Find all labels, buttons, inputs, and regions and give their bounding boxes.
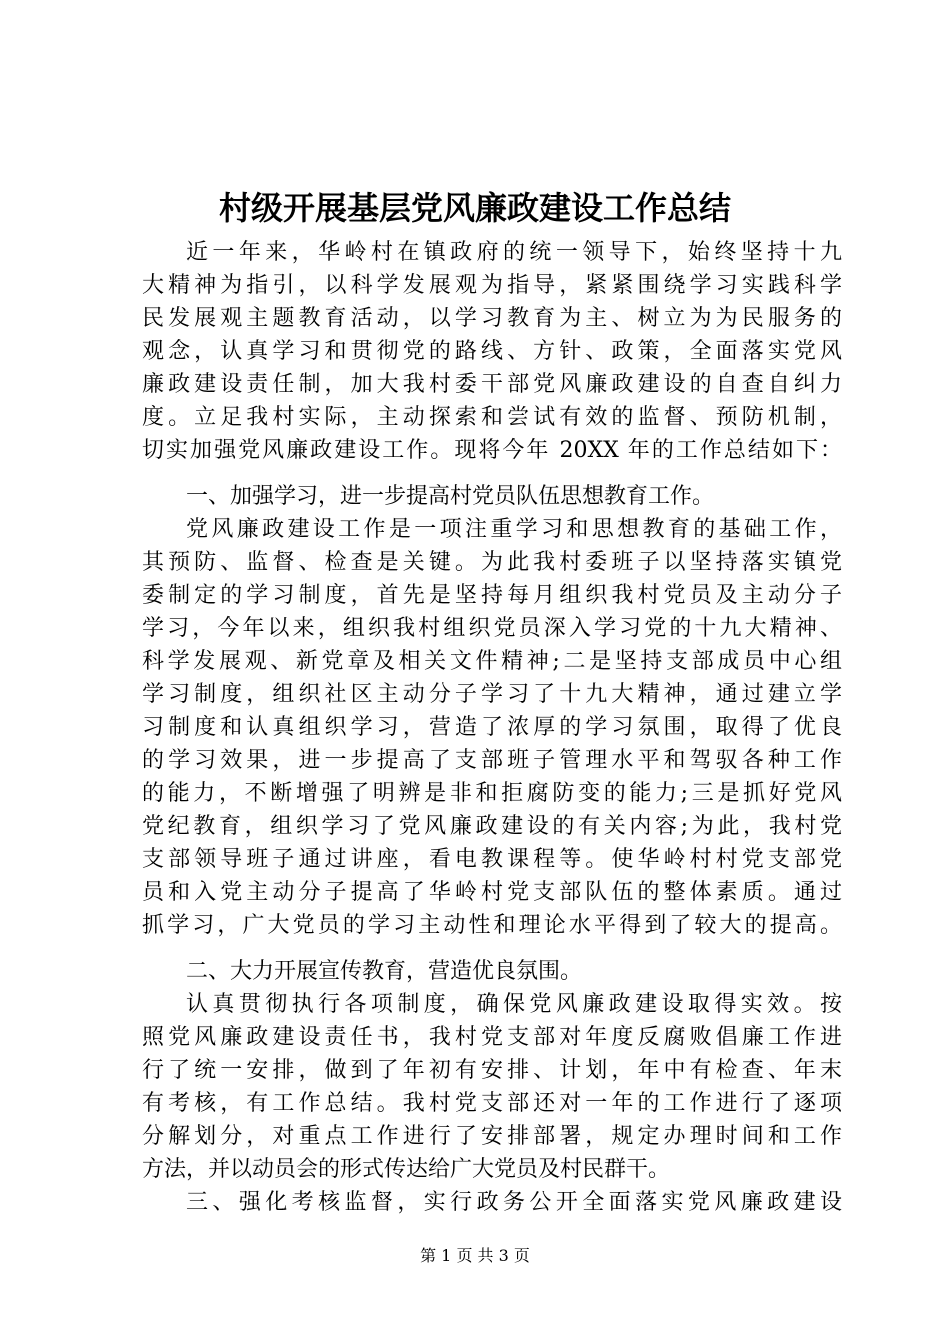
- paragraph-line: 方法，并以动员会的形式传达给广大党员及村民群干。: [142, 1157, 671, 1182]
- paragraph-line: 学习制度，组织社区主动分子学习了十九大精神，通过建立学: [142, 682, 842, 707]
- paragraph-line: 有考核，有工作总结。我村党支部还对一年的工作进行了逐项: [142, 1091, 842, 1116]
- paragraph-line: 切实加强党风廉政建设工作。现将今年 20XX 年的工作总结如下：: [142, 438, 842, 463]
- paragraph-line: 委制定的学习制度，首先是坚持每月组织我村党员及主动分子: [142, 583, 842, 608]
- paragraph-line: 其预防、监督、检查是关键。为此我村委班子以坚持落实镇党: [142, 550, 842, 575]
- paragraph-line: 支部领导班子通过讲座，看电教课程等。使华岭村村党支部党: [142, 847, 842, 872]
- paragraph-line: 观念，认真学习和贯彻党的路线、方针、政策，全面落实党风: [142, 339, 842, 364]
- paragraph-line: 度。立足我村实际，主动探索和尝试有效的监督、预防机制，: [142, 405, 842, 430]
- paragraph-line: 员和入党主动分子提高了华岭村党支部队伍的整体素质。通过: [142, 880, 842, 905]
- paragraph-line: 照党风廉政建设责任书，我村党支部对年度反腐败倡廉工作进: [142, 1025, 842, 1050]
- section-heading: 三、强化考核监督，实行政务公开全面落实党风廉政建设: [186, 1190, 842, 1215]
- paragraph-line: 行了统一安排，做到了年初有安排、计划，年中有检查、年末: [142, 1058, 842, 1083]
- section-heading: 一、加强学习，进一步提高村党员队伍思想教育工作。: [186, 484, 715, 509]
- document-title: 村级开展基层党风廉政建设工作总结: [218, 189, 731, 227]
- paragraph-line: 认真贯彻执行各项制度，确保党风廉政建设取得实效。按: [186, 992, 842, 1017]
- paragraph-line: 分解划分，对重点工作进行了安排部署，规定办理时间和工作: [142, 1124, 842, 1149]
- paragraph-line: 党风廉政建设工作是一项注重学习和思想教育的基础工作，: [186, 517, 842, 542]
- paragraph-line: 的能力，不断增强了明辨是非和拒腐防变的能力;三是抓好党风: [142, 781, 842, 806]
- paragraph-line: 近一年来，华岭村在镇政府的统一领导下，始终坚持十九: [186, 240, 842, 265]
- paragraph-line: 民发展观主题教育活动，以学习教育为主、树立为为民服务的: [142, 306, 842, 331]
- paragraph-line: 科学发展观、新党章及相关文件精神;二是坚持支部成员中心组: [142, 649, 842, 674]
- paragraph-line: 习制度和认真组织学习，营造了浓厚的学习氛围，取得了优良: [142, 715, 842, 740]
- page-number: 第 1 页 共 3 页: [420, 1246, 530, 1265]
- paragraph-line: 抓学习，广大党员的学习主动性和理论水平得到了较大的提高。: [142, 913, 842, 938]
- paragraph-line: 廉政建设责任制，加大我村委干部党风廉政建设的自查自纠力: [142, 372, 842, 397]
- paragraph-line: 的学习效果，进一步提高了支部班子管理水平和驾驭各种工作: [142, 748, 842, 773]
- paragraph-line: 学习，今年以来，组织我村组织党员深入学习党的十九大精神、: [142, 616, 842, 641]
- paragraph-line: 党纪教育，组织学习了党风廉政建设的有关内容;为此，我村党: [142, 814, 842, 839]
- section-heading: 二、大力开展宣传教育，营造优良氛围。: [186, 959, 583, 984]
- paragraph-line: 大精神为指引，以科学发展观为指导，紧紧围绕学习实践科学: [142, 273, 842, 298]
